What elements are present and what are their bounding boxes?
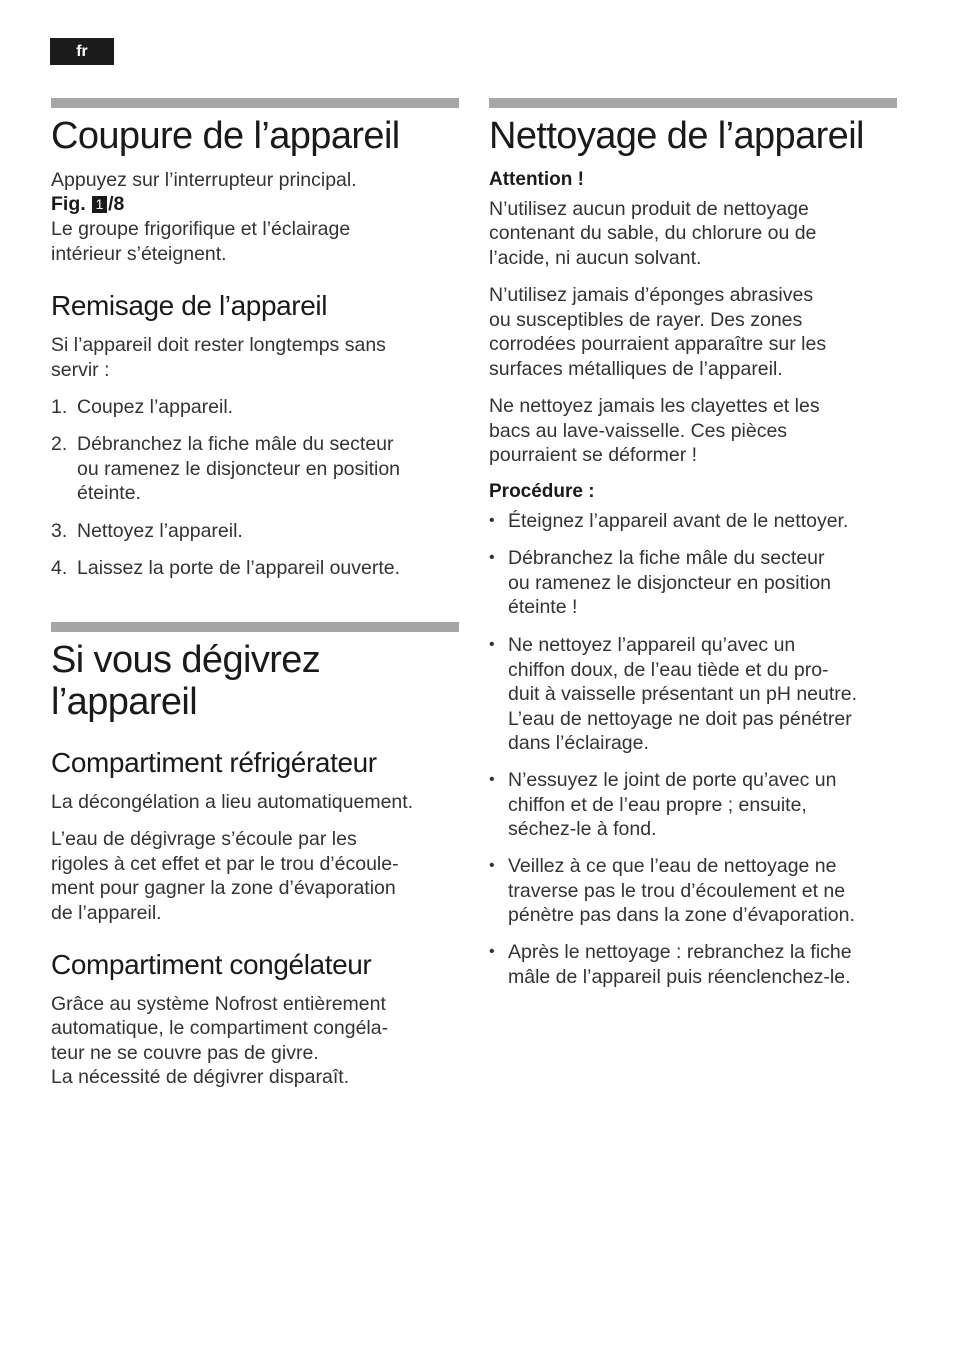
- bullet-icon: •: [489, 943, 495, 960]
- list-text: chiffon doux, de l’eau tiède et du pro-: [508, 658, 829, 681]
- attention-label: Attention !: [489, 169, 584, 190]
- heading-refrigerateur: Compartiment réfrigérateur: [51, 747, 377, 778]
- list-number: 1.: [51, 396, 68, 418]
- list-text: duit à vaisselle présentant un pH neutre.: [508, 683, 858, 706]
- language-tab: fr: [50, 38, 114, 65]
- warning-p3-line: Ne nettoyez jamais les clayettes et les: [489, 395, 820, 417]
- list-text: Coupez l’appareil.: [77, 396, 234, 418]
- refrigerateur-p2-line: L’eau de dégivrage s’écoule par les: [51, 828, 357, 850]
- bullet-icon: •: [489, 512, 495, 529]
- bullet-icon: •: [489, 636, 495, 653]
- fig-suffix: /8: [108, 193, 125, 215]
- list-text: Nettoyez l’appareil.: [77, 520, 243, 542]
- attention-line: contenant du sable, du chlorure ou de: [489, 222, 817, 244]
- heading-congelateur: Compartiment congélateur: [51, 949, 372, 980]
- refrigerateur-p2-line: ment pour gagner la zone d’évaporation: [51, 877, 396, 899]
- remisage-intro-1: Si l’appareil doit rester longtemps sans: [51, 334, 386, 356]
- list-text: N’essuyez le joint de porte qu’avec un: [508, 769, 837, 791]
- list-text: pénètre pas dans la zone d’évaporation.: [508, 904, 855, 927]
- bullet-icon: •: [489, 857, 495, 874]
- coupure-line-4: intérieur s’éteignent.: [51, 243, 227, 265]
- coupure-line-3: Le groupe frigorifique et l’éclairage: [51, 218, 351, 240]
- list-text: Veillez à ce que l’eau de nettoyage ne: [508, 855, 837, 877]
- list-text: Débranchez la fiche mâle du secteur: [77, 433, 394, 455]
- list-text: Éteignez l’appareil avant de le nettoyer.: [508, 510, 849, 532]
- warning-p2-line: ou susceptibles de rayer. Des zones: [489, 309, 803, 331]
- congelateur-line: automatique, le compartiment congéla-: [51, 1017, 389, 1039]
- warning-p2-line: corrodées pourraient apparaître sur les: [489, 333, 827, 355]
- list-text: Après le nettoyage : rebranchez la fiche: [508, 941, 852, 963]
- list-text: Laissez la porte de l’appareil ouverte.: [77, 557, 401, 579]
- heading-remisage: Remisage de l’appareil: [51, 290, 328, 321]
- list-number: 3.: [51, 520, 68, 542]
- warning-p3-line: pourraient se déformer !: [489, 444, 698, 466]
- refrigerateur-p1: La décongélation a lieu automatiquement.: [51, 791, 414, 813]
- refrigerateur-p2-line: rigoles à cet effet et par le trou d’écoule-: [51, 853, 399, 875]
- fig-number-badge: 1: [92, 196, 107, 213]
- list-text: ou ramenez le disjoncteur en position: [77, 457, 401, 480]
- congelateur-line: teur ne se couvre pas de givre.: [51, 1042, 319, 1064]
- heading-degivrez-2: l’appareil: [51, 681, 198, 723]
- fig-reference: [51, 192, 124, 217]
- congelateur-line: La nécessité de dégivrer disparaît.: [51, 1066, 350, 1088]
- coupure-line-1: Appuyez sur l’interrupteur principal.: [51, 169, 357, 191]
- heading-coupure: Coupure de l’appareil: [51, 115, 400, 157]
- heading-degivrez-1: Si vous dégivrez: [51, 639, 321, 681]
- list-text: ou ramenez le disjoncteur en position: [508, 571, 832, 594]
- section-divider: [489, 98, 897, 108]
- remisage-intro-2: servir :: [51, 359, 110, 381]
- section-divider: [51, 98, 459, 108]
- attention-line: l’acide, ni aucun solvant.: [489, 247, 702, 269]
- list-text: Débranchez la fiche mâle du secteur: [508, 547, 825, 569]
- heading-nettoyage: Nettoyage de l’appareil: [489, 115, 864, 157]
- list-number: 2.: [51, 433, 68, 455]
- list-text: dans l’éclairage.: [508, 732, 649, 755]
- list-text: traverse pas le trou d’écoulement et ne: [508, 879, 846, 902]
- list-text: séchez-le à fond.: [508, 818, 657, 841]
- bullet-icon: •: [489, 771, 495, 788]
- list-text: chiffon et de l’eau propre ; ensuite,: [508, 793, 807, 816]
- warning-p2-line: surfaces métalliques de l’appareil.: [489, 358, 783, 380]
- list-text: éteinte.: [77, 482, 141, 505]
- list-text: L’eau de nettoyage ne doit pas pénétrer: [508, 707, 852, 730]
- section-divider: [51, 622, 459, 632]
- warning-p2-line: N’utilisez jamais d’éponges abrasives: [489, 284, 814, 306]
- attention-line: N’utilisez aucun produit de nettoyage: [489, 198, 809, 220]
- list-text: mâle de l’appareil puis réenclenchez-le.: [508, 965, 851, 988]
- procedure-label: Procédure :: [489, 481, 595, 502]
- list-text: éteinte !: [508, 596, 578, 619]
- list-number: 4.: [51, 557, 68, 579]
- warning-p3-line: bacs au lave-vaisselle. Ces pièces: [489, 420, 788, 442]
- refrigerateur-p2-line: de l’appareil.: [51, 902, 162, 924]
- list-text: Ne nettoyez l’appareil qu’avec un: [508, 634, 796, 656]
- bullet-icon: •: [489, 549, 495, 566]
- congelateur-line: Grâce au système Nofrost entièrement: [51, 993, 386, 1015]
- fig-label: Fig.: [51, 193, 92, 215]
